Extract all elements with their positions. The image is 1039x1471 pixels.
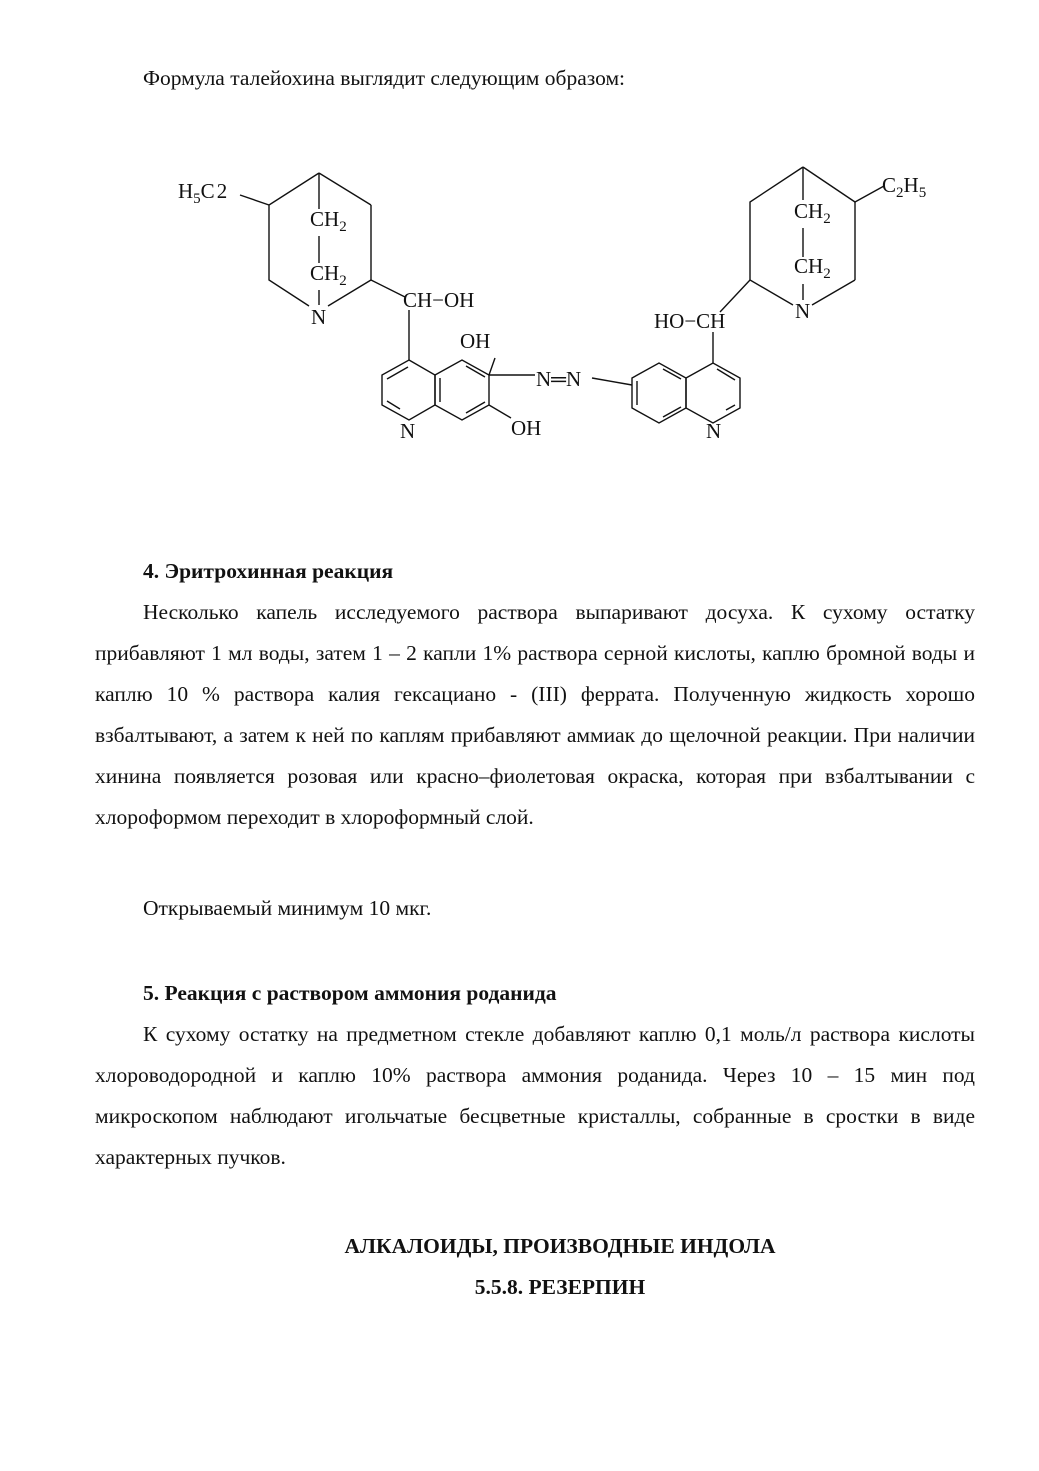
right-ethyl-label: $C_2H_5$ <box>882 173 927 201</box>
chapter-subtitle: 5.5.8. РЕЗЕРПИН <box>474 1275 646 1299</box>
azo-group-label: N═N <box>536 367 582 391</box>
left-choh-label: CH−OH <box>403 288 475 312</box>
left-ethyl-label: $H_5C2$ <box>178 179 228 207</box>
left-ch2-top-label: $CH_2$ <box>310 207 347 235</box>
left-quinoline-nitrogen-label: N <box>400 419 416 443</box>
section-4-heading: 4. Эритрохинная реакция <box>143 559 394 583</box>
right-choh-label: HO−CH <box>654 309 726 333</box>
right-ch2-bottom-label: $CH_2$ <box>794 254 831 282</box>
section-5-heading: 5. Реакция с раствором аммония роданида <box>143 981 557 1005</box>
chapter-title: АЛКАЛОИДЫ, ПРОИЗВОДНЫЕ ИНДОЛА <box>344 1234 776 1258</box>
section-5-paragraph: К сухому остатку на предметном стекле добавляют каплю 0,1 моль/л раствора кислоты хлороводородной и каплю 10% раствора аммония роданида. Через 10 – 15 мин под микроскопом наблюдают игольчатые бесцветные кристаллы, собранные в сростки в виде характерных пучков. <box>95 1022 975 1169</box>
taleioquine-structural-formula <box>0 150 1039 450</box>
right-ch2-top-label: $CH_2$ <box>794 199 831 227</box>
detection-minimum-text: Открываемый минимум 10 мкг. <box>143 896 432 920</box>
section-4-paragraph: Несколько капель исследуемого раствора выпаривают досуха. К сухому остатку прибавляют 1 мл воды, затем 1 – 2 капли 1% раствора серной кислоты, каплю бромной воды и каплю 10 % раствора калия гексациано - (III) феррата. Полученную жидкость хорошо взбалтывают, а затем к ней по каплям прибавляют аммиак до щелочной реакции. При наличии хинина появляется розовая или красно–фиолетовая окраска, которая при взбалтывании с хлороформом переходит в хлороформный слой. <box>95 600 975 829</box>
top-hydroxyl-label: OH <box>460 329 491 353</box>
right-nitrogen-label: N <box>795 299 811 323</box>
left-ch2-bottom-label: $CH_2$ <box>310 261 347 289</box>
right-quinoline-nitrogen-label: N <box>706 419 722 443</box>
bottom-hydroxyl-label: OH <box>511 416 542 440</box>
left-nitrogen-label: N <box>311 305 327 329</box>
intro-text: Формула талейохина выглядит следующим образом: <box>143 66 626 90</box>
